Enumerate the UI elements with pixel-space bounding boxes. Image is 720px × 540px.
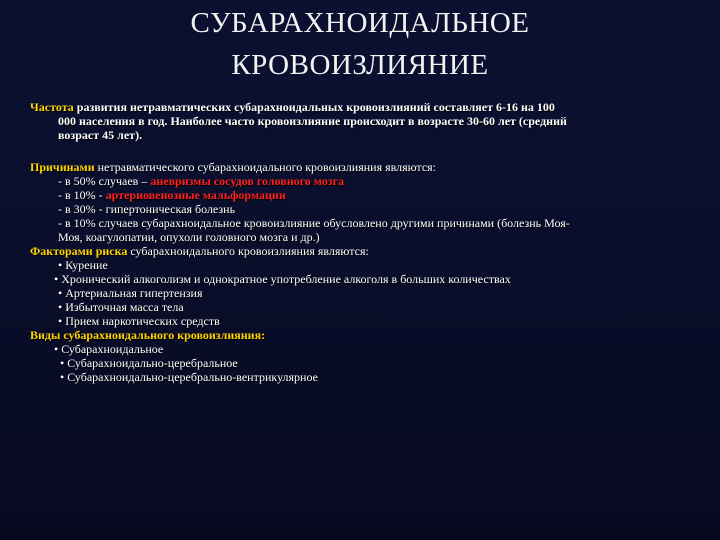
causes-paragraph	[30, 160, 700, 244]
cause-item-1: - в 50% случаев – аневризмы сосудов головного мозга	[58, 174, 345, 188]
risk-item: • Артериальная гипертензия	[58, 286, 203, 300]
risk-item: • Избыточная масса тела	[58, 300, 184, 314]
frequency-keyword: Частота	[30, 100, 74, 114]
type-item: • Субарахноидальное	[54, 342, 164, 356]
risk-item: • Курение	[58, 258, 108, 272]
type-item: • Субарахноидально-церебрально-вентрикулярное	[60, 370, 318, 384]
types-paragraph	[30, 328, 700, 384]
cause-highlight-1: аневризмы сосудов головного мозга	[150, 174, 345, 188]
risk-text: субарахноидального кровоизлияния являются:	[127, 244, 369, 258]
cause-item-4-line-1: - в 10% случаев субарахноидальное кровоизлияние обусловлено другими причинами (болезнь Моя-	[58, 216, 570, 230]
type-item: • Субарахноидально-церебральное	[60, 356, 238, 370]
risk-item: • Хронический алкоголизм и однократное употребление алкоголя в больших количествах	[54, 272, 511, 286]
cause-item-4-line-2: Моя, коагулопатии, опухоли головного мозга и др.)	[58, 230, 320, 244]
risk-keyword: Факторами риска	[30, 244, 128, 258]
title-line-1: СУБАРАХНОИДАЛЬНОЕ	[190, 7, 530, 39]
risk-paragraph	[30, 244, 700, 328]
cause-item-3: - в 30% - гипертоническая болезнь	[58, 202, 236, 216]
types-heading: Виды субарахноидального кровоизлияния:	[30, 328, 266, 342]
frequency-text-2: 000 населения в год. Наиболее часто кровоизлияние происходит в возрасте 30-60 лет (средний	[58, 114, 567, 128]
title-line-2: КРОВОИЗЛИЯНИЕ	[231, 49, 489, 81]
risk-item: • Прием наркотических средств	[58, 314, 220, 328]
frequency-paragraph	[30, 100, 700, 142]
causes-text: нетравматического субарахноидального кровоизлияния являются:	[94, 160, 436, 174]
frequency-text-3: возраст 45 лет).	[58, 128, 143, 142]
frequency-text-1: развития нетравматических субарахноидальных кровоизлияний составляет 6-16 на 100	[73, 100, 555, 114]
cause-item-2: - в 10% - артериовенозные мальформации	[58, 188, 286, 202]
cause-highlight-2: артериовенозные мальформации	[105, 188, 286, 202]
causes-keyword: Причинами	[30, 160, 95, 174]
slide-body	[30, 100, 700, 384]
